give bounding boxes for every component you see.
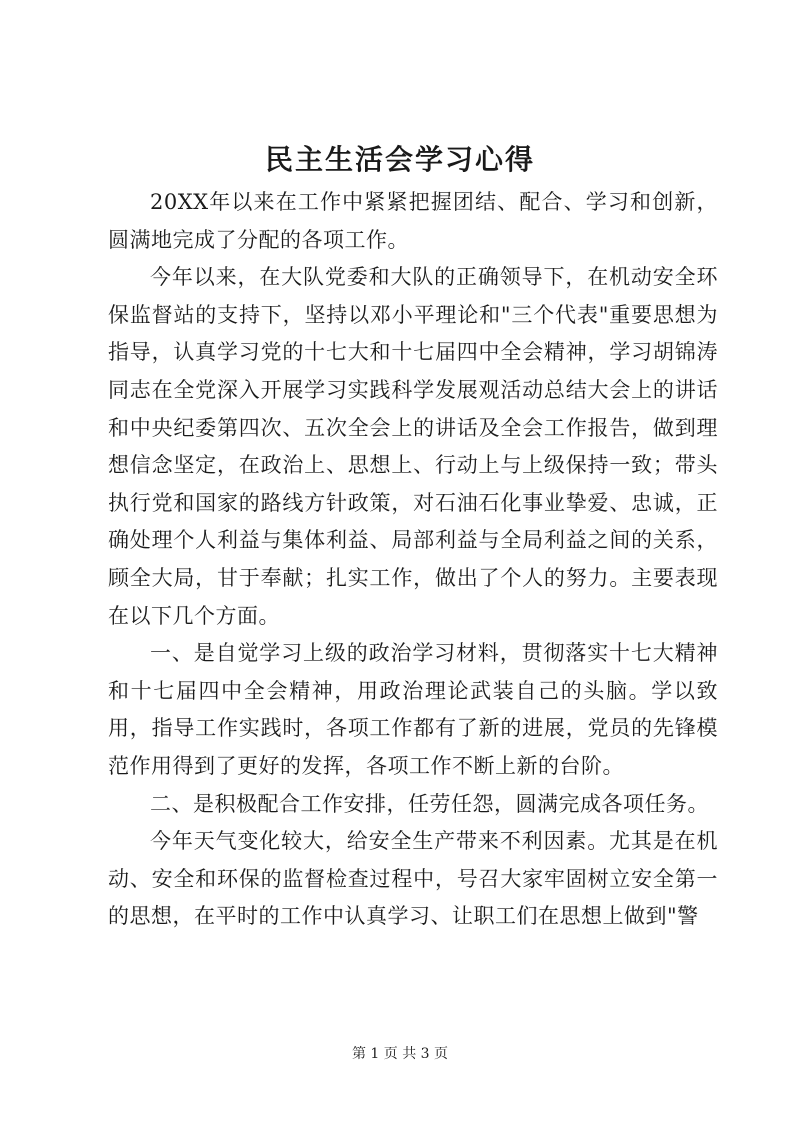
document-body — [108, 184, 718, 936]
paragraph: 20XX年以来在工作中紧紧把握团结、配合、学习和创新，圆满地完成了分配的各项工作。 — [108, 190, 718, 252]
document-title: 民主生活会学习心得 — [264, 143, 535, 176]
page-footer: 第 1 页 共 3 页 — [351, 1046, 449, 1062]
paragraph: 二、是积极配合工作安排，任劳任怨，圆满完成各项任务。 — [150, 791, 709, 816]
paragraph: 今年天气变化较大，给安全生产带来不利因素。尤其是在机动、安全和环保的监督检查过程中，号召大家牢固树立安全第一的思想，在平时的工作中认真学习、让职工们在思想上做到"警 — [108, 829, 718, 929]
paragraph: 一、是自觉学习上级的政治学习材料，贯彻落实十七大精神和十七届四中全会精神，用政治理论武装自己的头脑。学以致用，指导工作实践时，各项工作都有了新的进展，党员的先锋模范作用得到了更好的发挥，各项工作不断上新的台阶。 — [108, 641, 718, 778]
paragraph: 今年以来，在大队党委和大队的正确领导下，在机动安全环保监督站的支持下，坚持以邓小平理论和"三个代表"重要思想为指导，认真学习党的十七大和十七届四中全会精神，学习胡锦涛同志在全党深入开展学习实践科学发展观活动总结大会上的讲话和中央纪委第四次、五次全会上的讲话及全会工作报告，做到理想信念坚定，在政治上、思想上、行动上与上级保持一致；带头执行党和国家的路线方针政策，对石油石化事业挚爱、忠诚，正确处理个人利益与集体利益、局部利益与全局利益之间的关系，顾全大局，甘于奉献；扎实工作，做出了个人的努力。主要表现在以下几个方面。 — [108, 265, 718, 628]
